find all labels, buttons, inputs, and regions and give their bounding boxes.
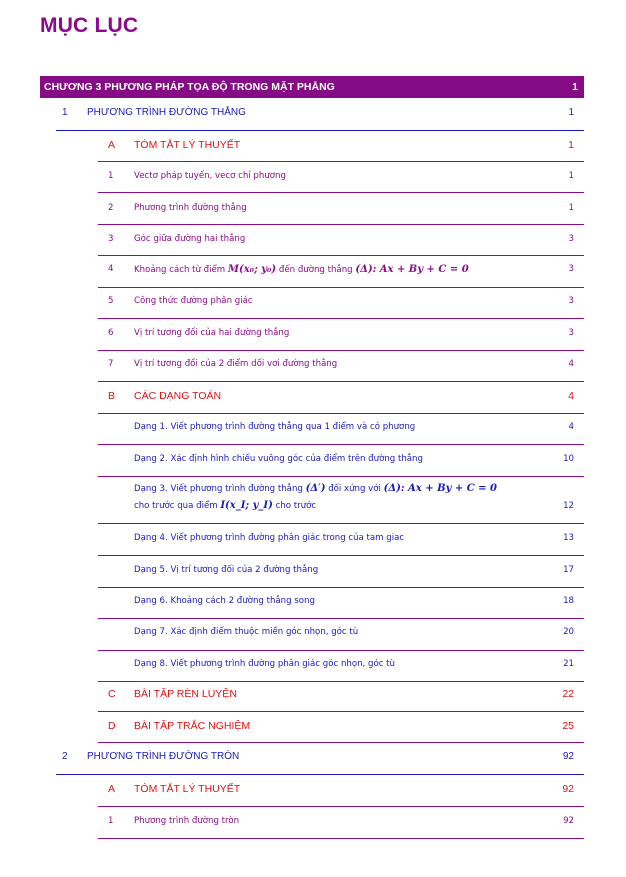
entry-number: B	[108, 390, 116, 402]
entry-text: đến đường thẳng	[278, 265, 353, 275]
divider	[98, 255, 584, 256]
entry-text: Vị trí tương đối của hai đường thẳng	[134, 328, 290, 338]
entry-number: 2	[62, 751, 68, 762]
entry-page: 3	[568, 328, 574, 338]
entry-page: 92	[562, 751, 574, 762]
entry-number: 5	[108, 296, 114, 306]
entry-text: CÁC DẠNG TOÁN	[134, 390, 222, 402]
entry-page: 10	[563, 454, 574, 464]
entry-number: 3	[108, 234, 114, 244]
divider	[98, 587, 584, 588]
entry-page: 1	[568, 203, 574, 213]
entry-page: 22	[562, 688, 574, 700]
entry-page: 1	[568, 107, 574, 118]
divider	[98, 161, 584, 162]
entry-page: 13	[563, 533, 574, 543]
entry-text: Dạng 7. Xác định điểm thuộc miền góc nhọn, góc tù	[134, 627, 359, 637]
entry-number: C	[108, 688, 116, 700]
divider	[98, 681, 584, 682]
entry-text: Dạng 1. Viết phương trình đường thẳng qua 1 điểm và có phương	[134, 422, 416, 432]
entry-page: 3	[568, 234, 574, 244]
entry-number: 1	[108, 171, 114, 181]
divider	[98, 381, 584, 382]
entry-number: A	[108, 139, 116, 151]
math-line-equation: (Δ): Ax + By + C = 0	[383, 483, 497, 494]
divider	[98, 413, 584, 414]
divider	[98, 806, 584, 807]
entry-number: 4	[108, 264, 114, 274]
entry-text: Dạng 4. Viết phương trình đường phân giác trong của tam giac	[134, 533, 405, 543]
chapter-page: 1	[572, 81, 578, 93]
divider	[98, 523, 584, 524]
divider	[56, 130, 584, 131]
entry-number: 7	[108, 359, 114, 369]
math-line-equation: (Δ): Ax + By + C = 0	[355, 264, 469, 275]
entry-page: 20	[563, 627, 574, 637]
divider	[98, 618, 584, 619]
entry-text: đối xứng với	[328, 484, 381, 494]
entry-number: 2	[108, 203, 114, 213]
divider	[98, 192, 584, 193]
divider	[56, 774, 584, 775]
divider	[98, 476, 584, 477]
entry-text: TÓM TẮT LÝ THUYẾT	[134, 139, 241, 151]
toc-dang-3[interactable]	[134, 483, 574, 519]
entry-text: Dạng 6. Khoảng cách 2 đường thẳng song	[134, 596, 315, 606]
entry-text: PHƯƠNG TRÌNH ĐƯỜNG THẲNG	[87, 107, 246, 118]
entry-page: 17	[563, 565, 574, 575]
divider	[98, 444, 584, 445]
entry-number: 1	[108, 816, 114, 826]
entry-page: 3	[568, 296, 574, 306]
divider	[98, 224, 584, 225]
entry-text: cho trước	[275, 501, 317, 511]
entry-number: 6	[108, 328, 114, 338]
entry-page: 92	[563, 816, 574, 826]
entry-page: 25	[562, 720, 574, 732]
entry-text: BÀI TẬP RÈN LUYỆN	[134, 688, 237, 700]
entry-text: BÀI TẬP TRẮC NGHIỆM	[134, 720, 251, 732]
entry-text: PHƯƠNG TRÌNH ĐƯỜNG TRÒN	[87, 751, 240, 762]
math-point: M(x₀; y₀)	[227, 264, 277, 275]
entry-page: 1	[568, 139, 574, 151]
entry-page: 4	[568, 359, 574, 369]
divider	[98, 742, 584, 743]
entry-page: 4	[568, 390, 574, 402]
math-line: (Δ′)	[305, 483, 326, 494]
math-point: I(x_I; y_I)	[220, 500, 273, 511]
entry-text: Công thức đường phân giác	[134, 296, 253, 306]
divider	[98, 287, 584, 288]
entry-page: 21	[563, 659, 574, 669]
entry-text: Góc giữa đường hai thẳng	[134, 234, 246, 244]
chapter-label: CHƯƠNG 3 PHƯƠNG PHÁP TỌA ĐỘ TRONG MẶT PHẲNG	[44, 81, 335, 93]
page-title: MỤC LỤC	[40, 14, 139, 37]
entry-text: Phương trình đường thẳng	[134, 203, 247, 213]
entry-text: Phương trình đường tròn	[134, 816, 240, 826]
entry-text: Vectơ pháp tuyến, vecơ chỉ phương	[134, 171, 286, 181]
entry-text: Dạng 8. Viết phương trình đường phân giác góc nhọn, góc tù	[134, 659, 395, 669]
chapter-heading[interactable]	[40, 76, 584, 98]
entry-text: Dạng 2. Xác định hình chiếu vuông góc của điểm trên đường thẳng	[134, 454, 423, 464]
divider	[98, 711, 584, 712]
entry-page: 12	[563, 501, 574, 511]
entry-number: A	[108, 783, 116, 795]
divider	[98, 318, 584, 319]
entry-text: Khoảng cách từ điểm	[134, 265, 226, 275]
entry-number: D	[108, 720, 116, 732]
entry-text: Dạng 5. Vị trí tương đối của 2 đường thẳng	[134, 565, 319, 575]
entry-text: Dạng 3. Viết phương trình đường thẳng	[134, 484, 303, 494]
divider	[98, 555, 584, 556]
entry-page: 4	[568, 422, 574, 432]
entry-text: Vị trí tương đối của 2 điểm dối vơi đường thẳng	[134, 359, 338, 369]
entry-number: 1	[62, 107, 68, 118]
entry-page: 92	[562, 783, 574, 795]
entry-page: 1	[568, 171, 574, 181]
entry-text: cho trước qua điểm	[134, 501, 218, 511]
divider	[98, 838, 584, 839]
divider	[98, 350, 584, 351]
divider	[98, 650, 584, 651]
entry-page: 18	[563, 596, 574, 606]
entry-page: 3	[568, 264, 574, 274]
entry-text: TÓM TẮT LÝ THUYẾT	[134, 783, 241, 795]
